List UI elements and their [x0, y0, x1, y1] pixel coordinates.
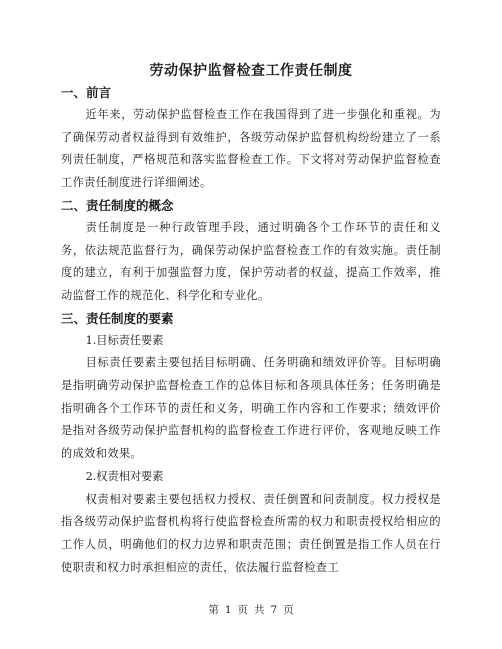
- footer-total-pages: 7: [270, 604, 278, 616]
- footer-page-word: 页: [237, 604, 248, 616]
- section-paragraph-preface: 近年来，劳动保护监督检查工作在我国得到了进一步强化和重视。为了确保劳动者权益得到有效维护，各级劳动保护监督机构纷纷建立了一系列责任制度，严格规范和落实监督检查工作。下文将对劳动保护监督检查工作责任制度进行详细阐述。: [61, 108, 441, 190]
- subheading-power-responsibility: 2.权责相对要素: [85, 469, 164, 483]
- section-paragraph-concept: 责任制度是一种行政管理手段，通过明确各个工作环节的责任和义务，依法规范监督行为，确保劳动保护监督检查工作的有效实施。责任制度的建立，有利于加强监督力度，保护劳动者的权益，提高工作效率，推动监督工作的规范化、科学化和专业化。: [61, 220, 441, 302]
- footer-suffix: 页: [283, 604, 294, 616]
- section-heading-concept: 二、责任制度的概念: [61, 197, 174, 213]
- document-title: 劳动保护监督检查工作责任制度: [149, 63, 353, 79]
- section-heading-elements: 三、责任制度的要素: [61, 310, 174, 326]
- section-heading-preface: 一、前言: [61, 85, 112, 100]
- subheading-goal-responsibility: 1.目标责任要素: [85, 333, 164, 347]
- page-footer: [0, 603, 502, 617]
- paragraph-power-responsibility: 权责相对要素主要包括权力授权、责任倒置和问责制度。权力授权是指各级劳动保护监督机构将行使监督检查所需的权力和职责授权给相应的工作人员，明确他们的权力边界和职责范围；责任倒置是指工作人员在行使职责和权力时承担相应的责任，依法履行监督检查工: [61, 492, 441, 574]
- footer-prefix: 第: [208, 604, 219, 616]
- paragraph-goal-responsibility: 目标责任要素主要包括目标明确、任务明确和绩效评价等。目标明确是指明确劳动保护监督检查工作的总体目标和各项具体任务；任务明确是指明确各个工作环节的责任和义务，明确工作内容和工作要求；绩效评价是指对各级劳动保护监督机构的监督检查工作进行评价，客观地反映工作的成效和效果。: [61, 356, 441, 461]
- footer-total-word: 共: [254, 604, 265, 616]
- footer-page-number: 1: [224, 604, 232, 616]
- document-body: [61, 82, 441, 579]
